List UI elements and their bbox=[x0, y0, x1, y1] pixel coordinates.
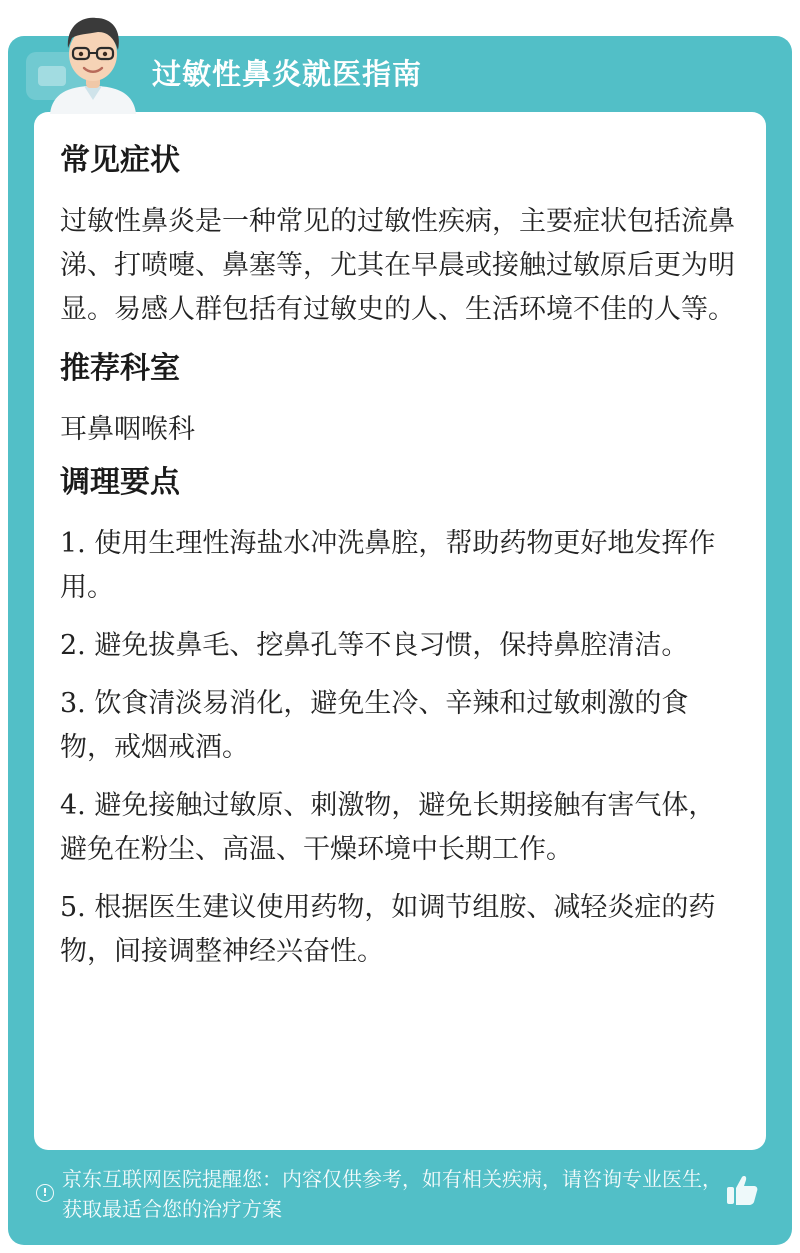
care-item-number: 2. bbox=[60, 630, 86, 661]
info-icon: ! bbox=[36, 1184, 54, 1202]
thumbs-up-icon[interactable] bbox=[724, 1172, 760, 1208]
doctor-avatar bbox=[38, 8, 148, 114]
care-item bbox=[60, 784, 740, 872]
guide-card bbox=[8, 36, 792, 1245]
care-item-number: 3. bbox=[60, 688, 86, 719]
care-item-number: 5. bbox=[60, 892, 86, 923]
page-title: 过敏性鼻炎就医指南 bbox=[152, 57, 423, 91]
care-item-number: 1. bbox=[60, 528, 86, 559]
footer-disclaimer bbox=[36, 1164, 726, 1224]
symptoms-text: 过敏性鼻炎是一种常见的过敏性疾病，主要症状包括流鼻涕、打喷嚏、鼻塞等，尤其在早晨或接触过敏原后更为明显。易感人群包括有过敏史的人、生活环境不佳的人等。 bbox=[60, 206, 735, 325]
care-item bbox=[60, 886, 740, 974]
care-item-text: 避免拔鼻毛、挖鼻孔等不良习惯，保持鼻腔清洁。 bbox=[94, 630, 689, 661]
section-title-symptoms: 常见症状 bbox=[60, 143, 180, 178]
department-text: 耳鼻咽喉科 bbox=[60, 414, 195, 445]
care-item bbox=[60, 522, 740, 610]
care-item-text: 饮食清淡易消化，避免生冷、辛辣和过敏刺激的食物，戒烟戒酒。 bbox=[60, 688, 689, 763]
care-item-number: 4. bbox=[60, 790, 86, 821]
section-title-department: 推荐科室 bbox=[60, 351, 180, 386]
care-item bbox=[60, 624, 740, 668]
content-panel bbox=[34, 112, 766, 1150]
care-item-text: 使用生理性海盐水冲洗鼻腔，帮助药物更好地发挥作用。 bbox=[60, 528, 716, 603]
care-item-text: 避免接触过敏原、刺激物，避免长期接触有害气体，避免在粉尘、高温、干燥环境中长期工作。 bbox=[60, 790, 716, 865]
care-item bbox=[60, 682, 740, 770]
section-title-care: 调理要点 bbox=[60, 465, 180, 500]
care-item-text: 根据医生建议使用药物，如调节组胺、减轻炎症的药物，间接调整神经兴奋性。 bbox=[60, 892, 716, 967]
disclaimer-text: 京东互联网医院提醒您：内容仅供参考，如有相关疾病，请咨询专业医生，获取最适合您的治疗方案 bbox=[62, 1167, 722, 1221]
